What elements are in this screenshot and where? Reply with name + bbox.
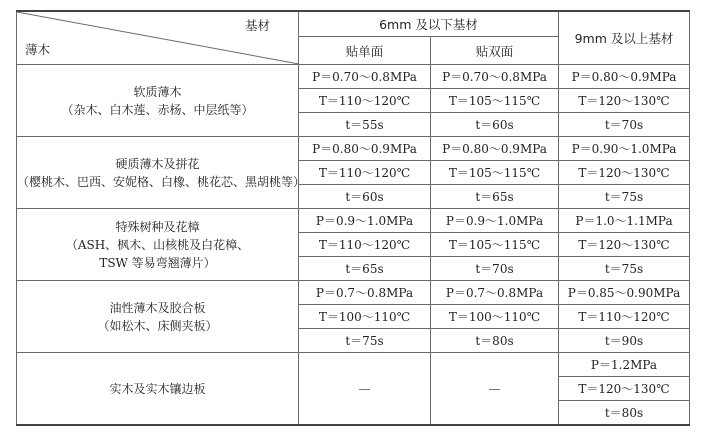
veneer-category-cell — [17, 209, 299, 281]
temperature-value: T＝100～110℃ — [431, 305, 559, 329]
time-value: t＝60s — [299, 185, 431, 209]
temperature-value: T＝120～130℃ — [559, 89, 690, 113]
category-name: 软质薄木 — [133, 84, 182, 99]
pressure-value: P＝0.90～1.0MPa — [559, 137, 690, 161]
category-name: 硬质薄木及拼花 — [115, 156, 200, 171]
category-detail-cont: TSW 等易弯翘薄片） — [99, 255, 216, 270]
time-value: t＝65s — [431, 185, 559, 209]
pressure-value: P＝1.2MPa — [559, 353, 690, 377]
time-value: t＝70s — [559, 113, 690, 137]
time-value: t＝60s — [431, 113, 559, 137]
header-single-side: 贴单面 — [299, 37, 431, 65]
table-row — [17, 209, 690, 233]
pressure-value: P＝0.80～0.9MPa — [559, 65, 690, 89]
veneer-category-cell — [17, 137, 306, 209]
table-row — [17, 353, 690, 377]
press-parameter-table — [16, 10, 690, 426]
time-value: t＝55s — [299, 113, 431, 137]
time-value: t＝80s — [431, 329, 559, 353]
temperature-value: T＝110～120℃ — [299, 89, 431, 113]
not-applicable-dash: — — [431, 353, 559, 426]
header-9mm-group: 9mm 及以上基材 — [559, 11, 690, 65]
pressure-value: P＝0.7～0.8MPa — [299, 281, 431, 305]
time-value: t＝80s — [559, 401, 690, 426]
temperature-value: T＝110～120℃ — [559, 305, 690, 329]
veneer-category-cell — [17, 65, 299, 137]
temperature-value: T＝110～120℃ — [299, 233, 431, 257]
header-double-side: 贴双面 — [431, 37, 559, 65]
temperature-value: T＝100～110℃ — [299, 305, 431, 329]
time-value: t＝65s — [299, 257, 431, 281]
category-detail: （ASH、枫木、山核桃及白花樟、 — [65, 237, 250, 252]
category-detail: （樱桃木、巴西、安妮格、白橡、桃花芯、黑胡桃等） — [17, 174, 306, 189]
temperature-value: T＝120～130℃ — [559, 233, 690, 257]
temperature-value: T＝120～130℃ — [559, 161, 690, 185]
category-detail: （如松木、床侧夹板） — [97, 318, 218, 333]
pressure-value: P＝0.80～0.9MPa — [299, 137, 431, 161]
pressure-value: P＝0.70～0.8MPa — [299, 65, 431, 89]
veneer-category-cell — [17, 353, 299, 426]
press-parameter-table-container — [16, 10, 689, 426]
header-veneer-label: 薄木 — [25, 42, 51, 57]
header-corner-cell — [17, 11, 299, 65]
time-value: t＝75s — [299, 329, 431, 353]
temperature-value: T＝105～115℃ — [431, 161, 559, 185]
pressure-value: P＝0.9～1.0MPa — [299, 209, 431, 233]
table-row — [17, 65, 690, 89]
pressure-value: P＝0.7～0.8MPa — [431, 281, 559, 305]
pressure-value: P＝1.0～1.1MPa — [559, 209, 690, 233]
category-name: 实木及实木镶边板 — [109, 381, 206, 396]
pressure-value: P＝0.85～0.90MPa — [559, 281, 690, 305]
category-name: 油性薄木及胶合板 — [109, 300, 206, 315]
not-applicable-dash: — — [299, 353, 431, 426]
time-value: t＝75s — [559, 185, 690, 209]
category-name: 特殊树种及花樟 — [115, 219, 200, 234]
temperature-value: T＝110～120℃ — [299, 161, 431, 185]
veneer-category-cell — [17, 281, 299, 353]
category-detail: （杂木、白木莲、赤杨、中层纸等） — [61, 102, 254, 117]
header-6mm-group: 6mm 及以下基材 — [299, 11, 559, 37]
table-row — [17, 137, 690, 161]
pressure-value: P＝0.80～0.9MPa — [431, 137, 559, 161]
header-substrate-label: 基材 — [244, 18, 270, 33]
temperature-value: T＝120～130℃ — [559, 377, 690, 401]
table-row — [17, 281, 690, 305]
time-value: t＝75s — [559, 257, 690, 281]
pressure-value: P＝0.9～1.0MPa — [431, 209, 559, 233]
time-value: t＝90s — [559, 329, 690, 353]
time-value: t＝70s — [431, 257, 559, 281]
pressure-value: P＝0.70～0.8MPa — [431, 65, 559, 89]
temperature-value: T＝105～115℃ — [431, 233, 559, 257]
temperature-value: T＝105～115℃ — [431, 89, 559, 113]
